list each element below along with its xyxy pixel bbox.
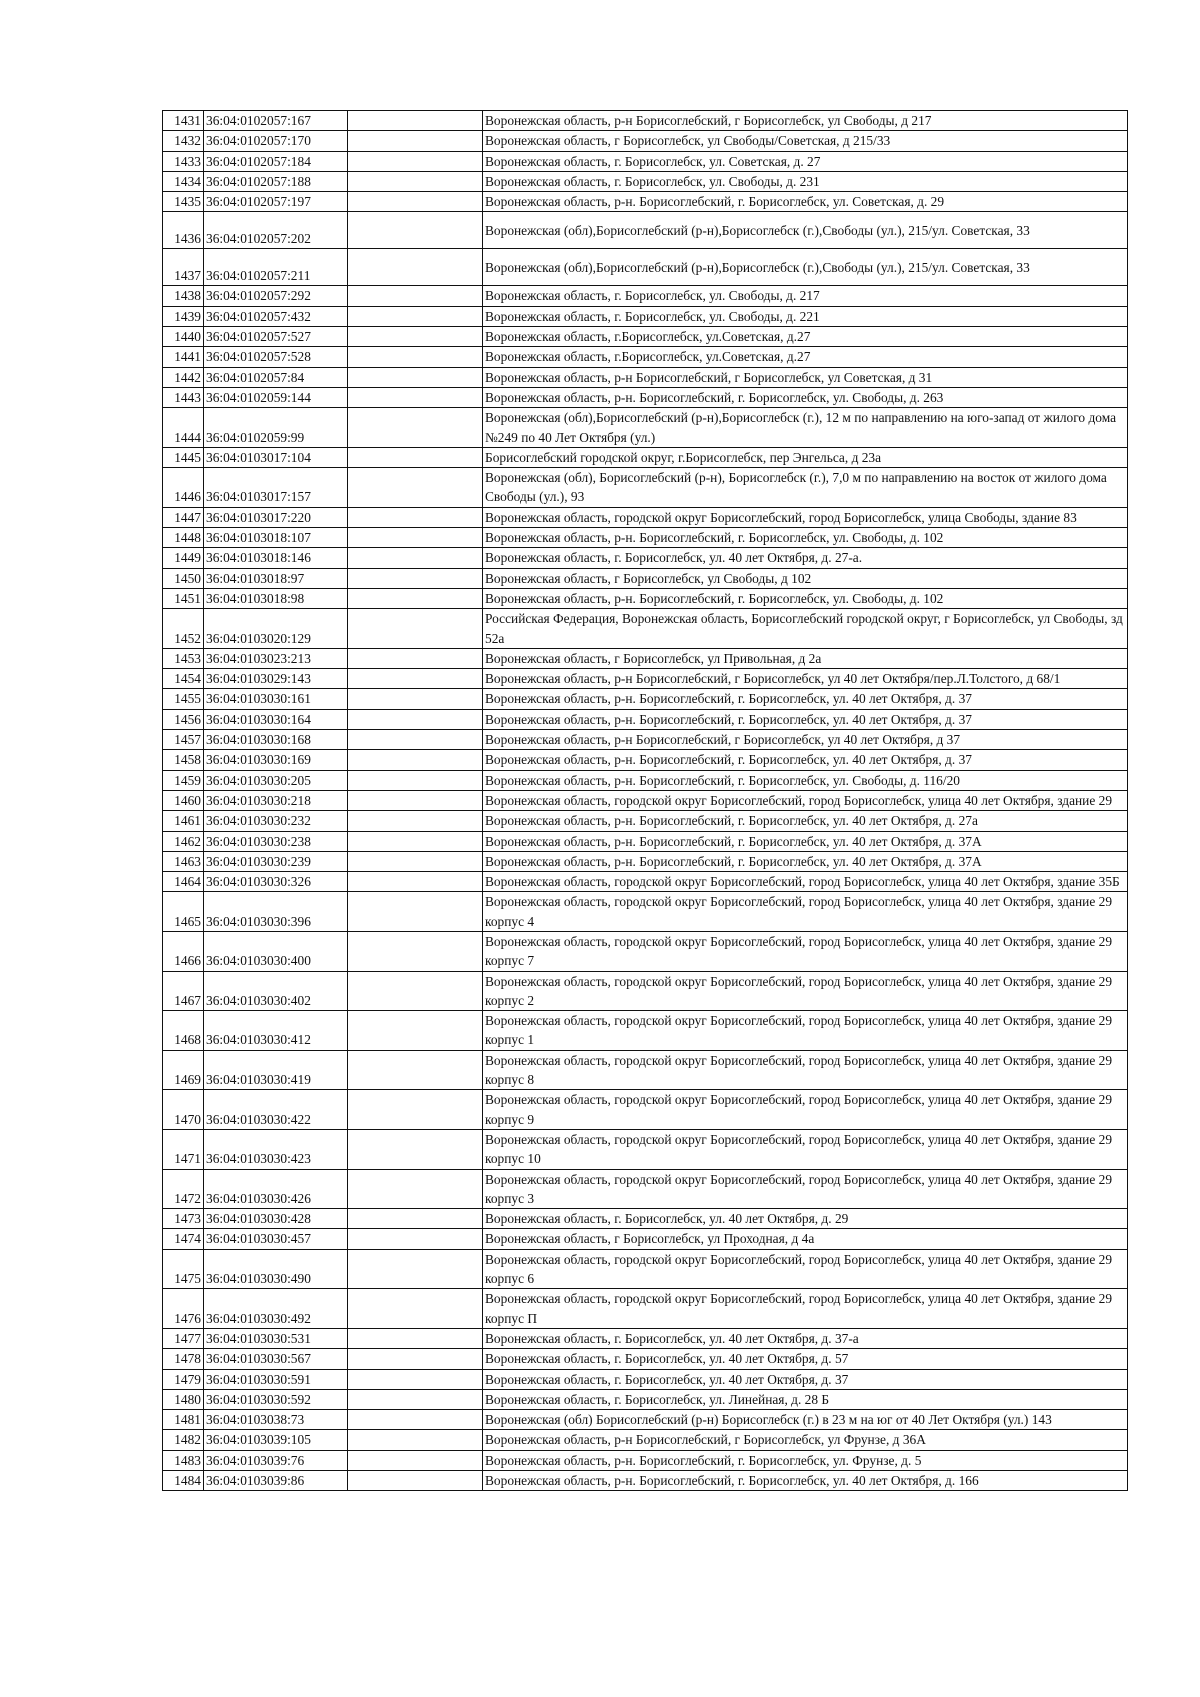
row-number-cell: 1455 bbox=[163, 689, 204, 709]
table-row bbox=[163, 790, 1128, 810]
table-row bbox=[163, 811, 1128, 831]
cadastral-number-cell: 36:04:0103020:129 bbox=[204, 609, 348, 649]
cadastral-number-cell: 36:04:0103018:146 bbox=[204, 548, 348, 568]
address-cell: Воронежская область, г.Борисоглебск, ул.Советская, д.27 bbox=[483, 327, 1128, 347]
address-cell: Воронежская область, г Борисоглебск, ул Свободы, д 102 bbox=[483, 568, 1128, 588]
cadastral-number-cell: 36:04:0102057:188 bbox=[204, 171, 348, 191]
table-row bbox=[163, 1369, 1128, 1389]
address-cell: Воронежская область, городской округ Борисоглебский, город Борисоглебск, улица 40 лет Октября, здание 29 корпус 8 bbox=[483, 1050, 1128, 1090]
address-cell: Воронежская область, городской округ Борисоглебский, город Борисоглебск, улица 40 лет Октября, здание 29 bbox=[483, 790, 1128, 810]
cadastral-number-cell: 36:04:0103030:326 bbox=[204, 872, 348, 892]
table-row bbox=[163, 609, 1128, 649]
table-row bbox=[163, 1349, 1128, 1369]
address-cell: Воронежская область, р-н. Борисоглебский, г. Борисоглебск, ул. 40 лет Октября, д. 37 bbox=[483, 709, 1128, 729]
table-row bbox=[163, 306, 1128, 326]
row-number-cell: 1462 bbox=[163, 831, 204, 851]
cadastral-number-cell: 36:04:0103030:164 bbox=[204, 709, 348, 729]
row-number-cell: 1484 bbox=[163, 1471, 204, 1491]
address-cell: Воронежская область, городской округ Борисоглебский, город Борисоглебск, улица Свободы, здание 83 bbox=[483, 507, 1128, 527]
cadastral-number-cell: 36:04:0103030:396 bbox=[204, 892, 348, 932]
row-number-cell: 1472 bbox=[163, 1169, 204, 1209]
cadastral-number-cell: 36:04:0103039:86 bbox=[204, 1471, 348, 1491]
table-row bbox=[163, 689, 1128, 709]
empty-cell bbox=[348, 171, 483, 191]
cadastral-number-cell: 36:04:0102057:170 bbox=[204, 131, 348, 151]
address-cell: Воронежская область, р-н. Борисоглебский, г. Борисоглебск, ул. 40 лет Октября, д. 37 bbox=[483, 689, 1128, 709]
row-number-cell: 1482 bbox=[163, 1430, 204, 1450]
cadastral-number-cell: 36:04:0103023:213 bbox=[204, 648, 348, 668]
address-cell: Воронежская область, р-н. Борисоглебский, г. Борисоглебск, ул. Свободы, д. 102 bbox=[483, 528, 1128, 548]
empty-cell bbox=[348, 1328, 483, 1348]
table-row bbox=[163, 648, 1128, 668]
table-row bbox=[163, 568, 1128, 588]
table-row bbox=[163, 831, 1128, 851]
empty-cell bbox=[348, 111, 483, 131]
empty-cell bbox=[348, 1450, 483, 1470]
empty-cell bbox=[348, 709, 483, 729]
cadastral-number-cell: 36:04:0102057:202 bbox=[204, 212, 348, 249]
row-number-cell: 1483 bbox=[163, 1450, 204, 1470]
empty-cell bbox=[348, 1430, 483, 1450]
address-cell: Воронежская область, г. Борисоглебск, ул. 40 лет Октября, д. 57 bbox=[483, 1349, 1128, 1369]
row-number-cell: 1475 bbox=[163, 1249, 204, 1289]
table-row bbox=[163, 1289, 1128, 1329]
cadastral-number-cell: 36:04:0103030:218 bbox=[204, 790, 348, 810]
address-cell: Воронежская область, р-н Борисоглебский, г Борисоглебск, ул Свободы, д 217 bbox=[483, 111, 1128, 131]
empty-cell bbox=[348, 548, 483, 568]
address-cell: Воронежская область, р-н. Борисоглебский, г. Борисоглебск, ул. 40 лет Октября, д. 37 bbox=[483, 750, 1128, 770]
address-cell: Российская Федерация, Воронежская область, Борисоглебский городской округ, г Борисоглебск, ул Свободы, зд 52а bbox=[483, 609, 1128, 649]
table-row bbox=[163, 447, 1128, 467]
table-row bbox=[163, 131, 1128, 151]
table-row bbox=[163, 588, 1128, 608]
table-row bbox=[163, 528, 1128, 548]
cadastral-number-cell: 36:04:0103030:428 bbox=[204, 1209, 348, 1229]
table-row bbox=[163, 286, 1128, 306]
table-row bbox=[163, 507, 1128, 527]
address-cell: Воронежская область, городской округ Борисоглебский, город Борисоглебск, улица 40 лет Октября, здание 29 корпус 9 bbox=[483, 1090, 1128, 1130]
row-number-cell: 1474 bbox=[163, 1229, 204, 1249]
empty-cell bbox=[348, 1169, 483, 1209]
address-cell: Воронежская область, г. Борисоглебск, ул. 40 лет Октября, д. 37 bbox=[483, 1369, 1128, 1389]
cadastral-number-cell: 36:04:0103030:531 bbox=[204, 1328, 348, 1348]
cadastral-number-cell: 36:04:0103030:591 bbox=[204, 1369, 348, 1389]
row-number-cell: 1480 bbox=[163, 1389, 204, 1409]
cadastral-number-cell: 36:04:0103017:104 bbox=[204, 447, 348, 467]
address-cell: Воронежская (обл) Борисоглебский (р-н) Борисоглебск (г.) в 23 м на юг от 40 Лет Октября (ул.) 143 bbox=[483, 1410, 1128, 1430]
cadastral-number-cell: 36:04:0103017:157 bbox=[204, 468, 348, 508]
cadastral-number-cell: 36:04:0103030:412 bbox=[204, 1011, 348, 1051]
table-row bbox=[163, 347, 1128, 367]
address-cell: Воронежская область, р-н Борисоглебский, г Борисоглебск, ул Фрунзе, д 36А bbox=[483, 1430, 1128, 1450]
empty-cell bbox=[348, 447, 483, 467]
table-row bbox=[163, 770, 1128, 790]
table-row bbox=[163, 730, 1128, 750]
empty-cell bbox=[348, 892, 483, 932]
address-cell: Воронежская область, р-н Борисоглебский, г Борисоглебск, ул 40 лет Октября, д 37 bbox=[483, 730, 1128, 750]
empty-cell bbox=[348, 212, 483, 249]
row-number-cell: 1438 bbox=[163, 286, 204, 306]
table-row bbox=[163, 1328, 1128, 1348]
empty-cell bbox=[348, 151, 483, 171]
empty-cell bbox=[348, 1129, 483, 1169]
address-cell: Воронежская область, г. Борисоглебск, ул. Свободы, д. 217 bbox=[483, 286, 1128, 306]
row-number-cell: 1467 bbox=[163, 971, 204, 1011]
empty-cell bbox=[348, 648, 483, 668]
address-cell: Воронежская область, р-н. Борисоглебский, г. Борисоглебск, ул. Свободы, д. 263 bbox=[483, 387, 1128, 407]
cadastral-number-cell: 36:04:0103030:426 bbox=[204, 1169, 348, 1209]
address-cell: Воронежская область, г.Борисоглебск, ул.Советская, д.27 bbox=[483, 347, 1128, 367]
row-number-cell: 1443 bbox=[163, 387, 204, 407]
cadastral-number-cell: 36:04:0103017:220 bbox=[204, 507, 348, 527]
cadastral-registry-table bbox=[162, 110, 1128, 1491]
table-row bbox=[163, 669, 1128, 689]
cadastral-number-cell: 36:04:0102057:84 bbox=[204, 367, 348, 387]
cadastral-number-cell: 36:04:0103030:592 bbox=[204, 1389, 348, 1409]
empty-cell bbox=[348, 286, 483, 306]
address-cell: Воронежская область, р-н. Борисоглебский, г. Борисоглебск, ул. Советская, д. 29 bbox=[483, 192, 1128, 212]
row-number-cell: 1435 bbox=[163, 192, 204, 212]
cadastral-number-cell: 36:04:0103030:169 bbox=[204, 750, 348, 770]
table-row bbox=[163, 1169, 1128, 1209]
row-number-cell: 1441 bbox=[163, 347, 204, 367]
table-row bbox=[163, 212, 1128, 249]
address-cell: Воронежская область, г. Борисоглебск, ул. Линейная, д. 28 Б bbox=[483, 1389, 1128, 1409]
table-row bbox=[163, 709, 1128, 729]
empty-cell bbox=[348, 367, 483, 387]
row-number-cell: 1460 bbox=[163, 790, 204, 810]
table-row bbox=[163, 548, 1128, 568]
table-row bbox=[163, 892, 1128, 932]
address-cell: Воронежская (обл),Борисоглебский (р-н),Борисоглебск (г.), 12 м по направлению на юго-запад от жилого дома №249 по 40 Лет Октября (ул.) bbox=[483, 408, 1128, 448]
row-number-cell: 1476 bbox=[163, 1289, 204, 1329]
cadastral-number-cell: 36:04:0102057:292 bbox=[204, 286, 348, 306]
row-number-cell: 1440 bbox=[163, 327, 204, 347]
cadastral-number-cell: 36:04:0102059:99 bbox=[204, 408, 348, 448]
row-number-cell: 1473 bbox=[163, 1209, 204, 1229]
row-number-cell: 1466 bbox=[163, 931, 204, 971]
cadastral-number-cell: 36:04:0102057:432 bbox=[204, 306, 348, 326]
table-row bbox=[163, 1410, 1128, 1430]
empty-cell bbox=[348, 1410, 483, 1430]
cadastral-number-cell: 36:04:0103030:423 bbox=[204, 1129, 348, 1169]
empty-cell bbox=[348, 851, 483, 871]
empty-cell bbox=[348, 730, 483, 750]
cadastral-number-cell: 36:04:0103030:567 bbox=[204, 1349, 348, 1369]
row-number-cell: 1433 bbox=[163, 151, 204, 171]
empty-cell bbox=[348, 408, 483, 448]
empty-cell bbox=[348, 1209, 483, 1229]
empty-cell bbox=[348, 1050, 483, 1090]
empty-cell bbox=[348, 1229, 483, 1249]
table-row bbox=[163, 327, 1128, 347]
empty-cell bbox=[348, 750, 483, 770]
cadastral-number-cell: 36:04:0102057:167 bbox=[204, 111, 348, 131]
empty-cell bbox=[348, 507, 483, 527]
address-cell: Воронежская (обл), Борисоглебский (р-н), Борисоглебск (г.), 7,0 м по направлению на восток от жилого дома Свободы (ул.), 93 bbox=[483, 468, 1128, 508]
address-cell: Воронежская (обл),Борисоглебский (р-н),Борисоглебск (г.),Свободы (ул.), 215/ул. Советская, 33 bbox=[483, 249, 1128, 286]
empty-cell bbox=[348, 468, 483, 508]
table-row bbox=[163, 931, 1128, 971]
empty-cell bbox=[348, 971, 483, 1011]
empty-cell bbox=[348, 609, 483, 649]
row-number-cell: 1458 bbox=[163, 750, 204, 770]
row-number-cell: 1454 bbox=[163, 669, 204, 689]
cadastral-number-cell: 36:04:0103030:492 bbox=[204, 1289, 348, 1329]
document-page bbox=[162, 110, 1128, 1491]
cadastral-number-cell: 36:04:0102057:197 bbox=[204, 192, 348, 212]
cadastral-number-cell: 36:04:0103030:400 bbox=[204, 931, 348, 971]
empty-cell bbox=[348, 588, 483, 608]
empty-cell bbox=[348, 1389, 483, 1409]
row-number-cell: 1446 bbox=[163, 468, 204, 508]
table-row bbox=[163, 1090, 1128, 1130]
table-row bbox=[163, 851, 1128, 871]
address-cell: Воронежская область, городской округ Борисоглебский, город Борисоглебск, улица 40 лет Октября, здание 29 корпус 4 bbox=[483, 892, 1128, 932]
table-row bbox=[163, 1389, 1128, 1409]
address-cell: Воронежская область, городской округ Борисоглебский, город Борисоглебск, улица 40 лет Октября, здание 29 корпус 6 bbox=[483, 1249, 1128, 1289]
empty-cell bbox=[348, 1090, 483, 1130]
cadastral-number-cell: 36:04:0102057:528 bbox=[204, 347, 348, 367]
registry-table-body bbox=[163, 111, 1128, 1491]
table-row bbox=[163, 111, 1128, 131]
row-number-cell: 1434 bbox=[163, 171, 204, 191]
address-cell: Воронежская область, р-н. Борисоглебский, г. Борисоглебск, ул. Свободы, д. 116/20 bbox=[483, 770, 1128, 790]
empty-cell bbox=[348, 327, 483, 347]
address-cell: Воронежская область, р-н. Борисоглебский, г. Борисоглебск, ул. 40 лет Октября, д. 166 bbox=[483, 1471, 1128, 1491]
table-row bbox=[163, 971, 1128, 1011]
empty-cell bbox=[348, 931, 483, 971]
address-cell: Воронежская область, городской округ Борисоглебский, город Борисоглебск, улица 40 лет Октября, здание 29 корпус 1 bbox=[483, 1011, 1128, 1051]
address-cell: Воронежская область, г. Борисоглебск, ул. Советская, д. 27 bbox=[483, 151, 1128, 171]
row-number-cell: 1470 bbox=[163, 1090, 204, 1130]
row-number-cell: 1465 bbox=[163, 892, 204, 932]
cadastral-number-cell: 36:04:0102059:144 bbox=[204, 387, 348, 407]
address-cell: Воронежская область, городской округ Борисоглебский, город Борисоглебск, улица 40 лет Октября, здание 29 корпус П bbox=[483, 1289, 1128, 1329]
empty-cell bbox=[348, 568, 483, 588]
address-cell: Воронежская область, городской округ Борисоглебский, город Борисоглебск, улица 40 лет Октября, здание 35Б bbox=[483, 872, 1128, 892]
cadastral-number-cell: 36:04:0103030:402 bbox=[204, 971, 348, 1011]
row-number-cell: 1477 bbox=[163, 1328, 204, 1348]
row-number-cell: 1447 bbox=[163, 507, 204, 527]
cadastral-number-cell: 36:04:0103018:98 bbox=[204, 588, 348, 608]
row-number-cell: 1436 bbox=[163, 212, 204, 249]
address-cell: Воронежская область, г. Борисоглебск, ул. 40 лет Октября, д. 29 bbox=[483, 1209, 1128, 1229]
table-row bbox=[163, 408, 1128, 448]
empty-cell bbox=[348, 1011, 483, 1051]
address-cell: Борисоглебский городской округ, г.Борисоглебск, пер Энгельса, д 23а bbox=[483, 447, 1128, 467]
table-row bbox=[163, 1471, 1128, 1491]
table-row bbox=[163, 1450, 1128, 1470]
row-number-cell: 1469 bbox=[163, 1050, 204, 1090]
empty-cell bbox=[348, 1471, 483, 1491]
address-cell: Воронежская область, р-н. Борисоглебский, г. Борисоглебск, ул. 40 лет Октября, д. 27а bbox=[483, 811, 1128, 831]
table-row bbox=[163, 1050, 1128, 1090]
table-row bbox=[163, 1249, 1128, 1289]
table-row bbox=[163, 872, 1128, 892]
row-number-cell: 1442 bbox=[163, 367, 204, 387]
row-number-cell: 1459 bbox=[163, 770, 204, 790]
table-row bbox=[163, 1229, 1128, 1249]
cadastral-number-cell: 36:04:0103030:419 bbox=[204, 1050, 348, 1090]
cadastral-number-cell: 36:04:0103018:107 bbox=[204, 528, 348, 548]
address-cell: Воронежская область, р-н. Борисоглебский, г. Борисоглебск, ул. Фрунзе, д. 5 bbox=[483, 1450, 1128, 1470]
row-number-cell: 1439 bbox=[163, 306, 204, 326]
cadastral-number-cell: 36:04:0103029:143 bbox=[204, 669, 348, 689]
cadastral-number-cell: 36:04:0102057:211 bbox=[204, 249, 348, 286]
row-number-cell: 1445 bbox=[163, 447, 204, 467]
row-number-cell: 1471 bbox=[163, 1129, 204, 1169]
address-cell: Воронежская (обл),Борисоглебский (р-н),Борисоглебск (г.),Свободы (ул.), 215/ул. Советская, 33 bbox=[483, 212, 1128, 249]
table-row bbox=[163, 1430, 1128, 1450]
row-number-cell: 1478 bbox=[163, 1349, 204, 1369]
row-number-cell: 1450 bbox=[163, 568, 204, 588]
row-number-cell: 1452 bbox=[163, 609, 204, 649]
cadastral-number-cell: 36:04:0103030:205 bbox=[204, 770, 348, 790]
address-cell: Воронежская область, г Борисоглебск, ул Свободы/Советская, д 215/33 bbox=[483, 131, 1128, 151]
row-number-cell: 1451 bbox=[163, 588, 204, 608]
empty-cell bbox=[348, 306, 483, 326]
empty-cell bbox=[348, 1349, 483, 1369]
table-row bbox=[163, 1011, 1128, 1051]
row-number-cell: 1449 bbox=[163, 548, 204, 568]
empty-cell bbox=[348, 347, 483, 367]
empty-cell bbox=[348, 811, 483, 831]
address-cell: Воронежская область, городской округ Борисоглебский, город Борисоглебск, улица 40 лет Октября, здание 29 корпус 2 bbox=[483, 971, 1128, 1011]
address-cell: Воронежская область, г Борисоглебск, ул Проходная, д 4а bbox=[483, 1229, 1128, 1249]
empty-cell bbox=[348, 1369, 483, 1389]
empty-cell bbox=[348, 1289, 483, 1329]
empty-cell bbox=[348, 387, 483, 407]
row-number-cell: 1479 bbox=[163, 1369, 204, 1389]
table-row bbox=[163, 367, 1128, 387]
address-cell: Воронежская область, г. Борисоглебск, ул. 40 лет Октября, д. 37-а bbox=[483, 1328, 1128, 1348]
row-number-cell: 1463 bbox=[163, 851, 204, 871]
row-number-cell: 1468 bbox=[163, 1011, 204, 1051]
cadastral-number-cell: 36:04:0102057:527 bbox=[204, 327, 348, 347]
empty-cell bbox=[348, 689, 483, 709]
row-number-cell: 1456 bbox=[163, 709, 204, 729]
address-cell: Воронежская область, р-н. Борисоглебский, г. Борисоглебск, ул. Свободы, д. 102 bbox=[483, 588, 1128, 608]
row-number-cell: 1432 bbox=[163, 131, 204, 151]
empty-cell bbox=[348, 669, 483, 689]
row-number-cell: 1431 bbox=[163, 111, 204, 131]
address-cell: Воронежская область, городской округ Борисоглебский, город Борисоглебск, улица 40 лет Октября, здание 29 корпус 10 bbox=[483, 1129, 1128, 1169]
empty-cell bbox=[348, 249, 483, 286]
cadastral-number-cell: 36:04:0103030:422 bbox=[204, 1090, 348, 1130]
cadastral-number-cell: 36:04:0103030:161 bbox=[204, 689, 348, 709]
table-row bbox=[163, 171, 1128, 191]
cadastral-number-cell: 36:04:0103039:76 bbox=[204, 1450, 348, 1470]
cadastral-number-cell: 36:04:0102057:184 bbox=[204, 151, 348, 171]
row-number-cell: 1464 bbox=[163, 872, 204, 892]
empty-cell bbox=[348, 1249, 483, 1289]
cadastral-number-cell: 36:04:0103030:232 bbox=[204, 811, 348, 831]
address-cell: Воронежская область, г. Борисоглебск, ул. Свободы, д. 231 bbox=[483, 171, 1128, 191]
address-cell: Воронежская область, городской округ Борисоглебский, город Борисоглебск, улица 40 лет Октября, здание 29 корпус 3 bbox=[483, 1169, 1128, 1209]
row-number-cell: 1444 bbox=[163, 408, 204, 448]
cadastral-number-cell: 36:04:0103039:105 bbox=[204, 1430, 348, 1450]
table-row bbox=[163, 387, 1128, 407]
row-number-cell: 1461 bbox=[163, 811, 204, 831]
cadastral-number-cell: 36:04:0103030:168 bbox=[204, 730, 348, 750]
row-number-cell: 1437 bbox=[163, 249, 204, 286]
empty-cell bbox=[348, 790, 483, 810]
address-cell: Воронежская область, городской округ Борисоглебский, город Борисоглебск, улица 40 лет Октября, здание 29 корпус 7 bbox=[483, 931, 1128, 971]
cadastral-number-cell: 36:04:0103030:457 bbox=[204, 1229, 348, 1249]
table-row bbox=[163, 151, 1128, 171]
address-cell: Воронежская область, р-н. Борисоглебский, г. Борисоглебск, ул. 40 лет Октября, д. 37А bbox=[483, 831, 1128, 851]
row-number-cell: 1453 bbox=[163, 648, 204, 668]
empty-cell bbox=[348, 770, 483, 790]
empty-cell bbox=[348, 872, 483, 892]
address-cell: Воронежская область, г Борисоглебск, ул Привольная, д 2а bbox=[483, 648, 1128, 668]
table-row bbox=[163, 468, 1128, 508]
cadastral-number-cell: 36:04:0103030:238 bbox=[204, 831, 348, 851]
table-row bbox=[163, 249, 1128, 286]
table-row bbox=[163, 1129, 1128, 1169]
cadastral-number-cell: 36:04:0103018:97 bbox=[204, 568, 348, 588]
empty-cell bbox=[348, 192, 483, 212]
address-cell: Воронежская область, г. Борисоглебск, ул. 40 лет Октября, д. 27-а. bbox=[483, 548, 1128, 568]
address-cell: Воронежская область, г. Борисоглебск, ул. Свободы, д. 221 bbox=[483, 306, 1128, 326]
empty-cell bbox=[348, 831, 483, 851]
address-cell: Воронежская область, р-н Борисоглебский, г Борисоглебск, ул Советская, д 31 bbox=[483, 367, 1128, 387]
empty-cell bbox=[348, 528, 483, 548]
address-cell: Воронежская область, р-н Борисоглебский, г Борисоглебск, ул 40 лет Октября/пер.Л.Толстого, д 68/1 bbox=[483, 669, 1128, 689]
row-number-cell: 1457 bbox=[163, 730, 204, 750]
table-row bbox=[163, 192, 1128, 212]
row-number-cell: 1481 bbox=[163, 1410, 204, 1430]
cadastral-number-cell: 36:04:0103030:490 bbox=[204, 1249, 348, 1289]
address-cell: Воронежская область, р-н. Борисоглебский, г. Борисоглебск, ул. 40 лет Октября, д. 37А bbox=[483, 851, 1128, 871]
row-number-cell: 1448 bbox=[163, 528, 204, 548]
table-row bbox=[163, 1209, 1128, 1229]
table-row bbox=[163, 750, 1128, 770]
cadastral-number-cell: 36:04:0103030:239 bbox=[204, 851, 348, 871]
empty-cell bbox=[348, 131, 483, 151]
cadastral-number-cell: 36:04:0103038:73 bbox=[204, 1410, 348, 1430]
